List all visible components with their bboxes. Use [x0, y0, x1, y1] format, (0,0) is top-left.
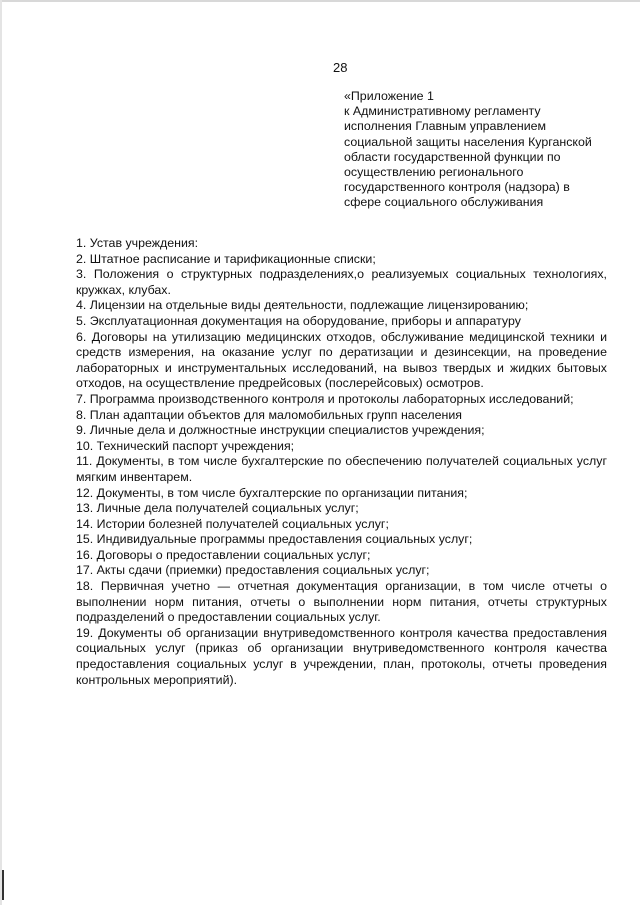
appendix-line: исполнения Главным управлением [344, 119, 547, 134]
list-item: 17. Акты сдачи (приемки) предоставления социальных услуг; [76, 563, 430, 578]
scan-edge-top [0, 0, 640, 2]
list-item: 8. План адаптации объектов для маломобильных групп населения [76, 407, 462, 422]
list-item: 2. Штатное расписание и тарификационные списки; [76, 251, 376, 266]
list-item: 10. Технический паспорт учреждения; [76, 438, 295, 453]
page-number: 28 [333, 60, 348, 75]
list-item: 6. Договоры на утилизацию медицинских отходов, обслуживание медицинской техники и средств измерения, на оказание услуг по дератизации и дезинсекции, на проведение лабораторных и инструментальных исследований, на вывоз твердых и жидких бытовых отходов, на осуществление предрейсовых (послерейсовых) осмотров. [76, 329, 607, 391]
list-item: 1. Устав учреждения: [76, 236, 199, 250]
list-item: 5. Эксплуатационная документация на оборудование, приборы и аппаратуру [76, 313, 521, 328]
list-item: 15. Индивидуальные программы предоставления социальных услуг; [76, 532, 473, 547]
list-item: 13. Личные дела получателей социальных услуг; [76, 501, 359, 516]
appendix-line: осуществлению регионального [344, 165, 524, 180]
list-item: 9. Личные дела и должностные инструкции специалистов учреждения; [76, 423, 485, 438]
list-item: 11. Документы, в том числе бухгалтерские по обеспечению получателей социальных услуг мягким инвентарем. [76, 454, 607, 484]
list-item: 7. Программа производственного контроля и протоколы лабораторных исследований; [76, 391, 574, 406]
appendix-line: государственного контроля (надзора) в [344, 180, 570, 195]
appendix-line: области государственной функции по [344, 149, 561, 164]
scan-mark [2, 870, 4, 900]
appendix-line: к Административному регламенту [344, 104, 541, 119]
document-list [76, 236, 607, 688]
list-item: 16. Договоры о предоставлении социальных услуг; [76, 547, 371, 562]
appendix-line: «Приложение 1 [344, 89, 434, 103]
scan-edge-left [0, 0, 2, 905]
appendix-line: социальной защиты населения Курганской [344, 134, 592, 149]
list-item: 14. Истории болезней получателей социальных услуг; [76, 516, 389, 531]
list-item: 19. Документы об организации внутриведомственного контроля качества предоставления социальных услуг (приказ об организации внутриведомственного контроля качества предоставления социальных услуг в учреждении, план, протоколы, отчеты проведения контрольных мероприятий). [76, 625, 607, 687]
list-item: 4. Лицензии на отдельные виды деятельности, подлежащие лицензированию; [76, 298, 529, 313]
appendix-line: сфере социального обслуживания [344, 195, 544, 210]
appendix-header [344, 89, 614, 211]
list-item: 3. Положения о структурных подразделениях,о реализуемых социальных технологиях, кружках, клубах. [76, 267, 607, 297]
list-item: 18. Первичная учетно — отчетная документация организации, в том числе отчеты о выполнении норм питания, отчеты о выполнении норм питания, отчеты структурных подразделений о предоставлении социальных услуг. [76, 579, 607, 625]
list-item: 12. Документы, в том числе бухгалтерские по организации питания; [76, 485, 468, 500]
